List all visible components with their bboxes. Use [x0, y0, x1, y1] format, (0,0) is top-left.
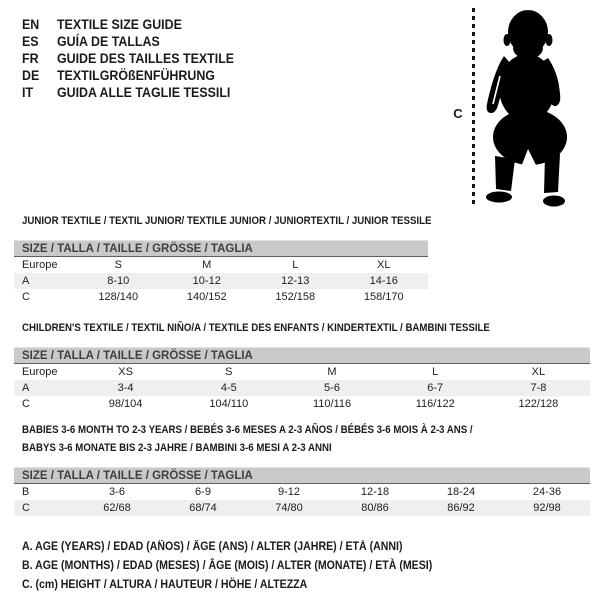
language-title: GUÍA DE TALLAS — [56, 34, 160, 49]
language-row — [22, 84, 234, 101]
value-cell: 18-24 — [446, 486, 476, 498]
value-cell: 6-7 — [427, 382, 444, 394]
babies-size-table — [14, 467, 590, 516]
size-cell: XS — [118, 366, 133, 378]
value-cell: 12-13 — [281, 275, 310, 287]
row-label: B — [22, 486, 30, 498]
children-table-title: CHILDREN'S TEXTILE / TEXTIL NIÑO/A / TEXTILE DES ENFANTS / KINDERTEXTIL / BAMBINI TESSILE — [22, 322, 490, 334]
value-cell: 104/110 — [209, 398, 249, 410]
footnote-line: C. (cm) HEIGHT / ALTURA / HAUTEUR / HÖHE / ALTEZZA — [22, 579, 308, 591]
row-label: C — [22, 398, 30, 410]
language-row — [22, 67, 234, 84]
size-cell: M — [327, 366, 337, 378]
size-cell: L — [432, 366, 439, 378]
table-header: SIZE / TALLA / TAILLE / GRÖSSE / TAGLIA — [14, 347, 590, 364]
value-cell: 68/74 — [189, 502, 217, 514]
table-row — [14, 500, 590, 516]
language-code: DE — [22, 68, 40, 83]
value-cell: 4-5 — [220, 382, 237, 394]
baby-silhouette-icon — [478, 6, 588, 211]
size-cell: M — [202, 259, 212, 271]
junior-table-title: JUNIOR TEXTILE / TEXTIL JUNIOR/ TEXTILE JUNIOR / JUNIORTEXTIL / JUNIOR TESSILE — [22, 215, 432, 227]
height-measure-label: C — [453, 106, 463, 121]
value-cell: 10-12 — [192, 275, 221, 287]
size-cell: XL — [377, 259, 391, 271]
value-cell: 86/92 — [447, 502, 475, 514]
value-cell: 24-36 — [532, 486, 562, 498]
value-cell: 9-12 — [277, 486, 301, 498]
table-row — [14, 273, 428, 289]
row-label: Europe — [22, 259, 58, 271]
row-label: C — [22, 502, 30, 514]
children-size-table — [14, 347, 590, 412]
value-cell: 122/128 — [518, 398, 559, 410]
value-cell: 62/68 — [103, 502, 131, 514]
table-row — [14, 364, 590, 380]
language-code: ES — [22, 34, 39, 49]
value-cell: 80/86 — [361, 502, 389, 514]
row-label: A — [22, 382, 30, 394]
language-row — [22, 33, 234, 50]
babies-table-title: BABIES 3-6 MONTH TO 2-3 YEARS / BEBÉS 3-6 MESES A 2-3 AÑOS / BÉBÉS 3-6 MOIS À 2-3 ANS / BABYS 3-6 MONATE BIS 2-3 JAHRE / BAMBINI 3-6 MESI A 2-3 ANNI — [22, 424, 473, 454]
value-cell: 14-16 — [369, 275, 398, 287]
size-cell: XL — [531, 366, 546, 378]
language-list — [22, 16, 234, 101]
table-header: SIZE / TALLA / TAILLE / GRÖSSE / TAGLIA — [14, 240, 428, 257]
value-cell: 7-8 — [530, 382, 547, 394]
value-cell: 152/158 — [275, 291, 316, 303]
value-cell: 8-10 — [107, 275, 130, 287]
row-label: A — [22, 275, 30, 287]
value-cell: 116/122 — [415, 398, 455, 410]
value-cell: 158/170 — [363, 291, 404, 303]
table-row — [14, 484, 590, 500]
size-cell: L — [292, 259, 299, 271]
size-cell: S — [114, 259, 122, 271]
language-title: GUIDE DES TAILLES TEXTILE — [56, 51, 235, 66]
language-title: GUIDA ALLE TAGLIE TESSILI — [56, 85, 231, 100]
value-cell: 128/140 — [98, 291, 139, 303]
table-header: SIZE / TALLA / TAILLE / GRÖSSE / TAGLIA — [14, 467, 590, 484]
value-cell: 74/80 — [275, 502, 303, 514]
table-row — [14, 380, 590, 396]
table-row — [14, 257, 428, 273]
language-title: TEXTILE SIZE GUIDE — [56, 17, 182, 32]
value-cell: 98/104 — [108, 398, 143, 410]
table-row — [14, 396, 590, 412]
height-dashed-line — [472, 8, 475, 206]
value-cell: 3-6 — [109, 486, 125, 498]
language-code: IT — [22, 85, 34, 100]
value-cell: 5-6 — [324, 382, 340, 394]
row-label: Europe — [22, 366, 58, 378]
size-cell: S — [225, 366, 233, 378]
value-cell: 140/152 — [186, 291, 227, 303]
language-code: FR — [22, 51, 39, 66]
value-cell: 92/98 — [533, 502, 561, 514]
value-cell: 6-9 — [195, 486, 211, 498]
footnote-line: A. AGE (YEARS) / EDAD (AÑOS) / ÂGE (ANS) / ALTER (JAHRE) / ETÀ (ANNI) — [22, 541, 403, 553]
value-cell: 110/116 — [312, 398, 352, 410]
language-title: TEXTILGRÖßENFÜHRUNG — [56, 68, 215, 83]
row-label: C — [22, 291, 30, 303]
value-cell: 3-4 — [117, 382, 134, 394]
language-code: EN — [22, 17, 40, 32]
language-row — [22, 50, 234, 67]
language-row — [22, 16, 234, 33]
junior-size-table — [14, 240, 428, 305]
footnotes — [22, 538, 537, 595]
footnote-line: B. AGE (MONTHS) / EDAD (MESES) / ÂGE (MOIS) / ALTER (MONATE) / ETÀ (MESI) — [22, 560, 433, 572]
value-cell: 12-18 — [360, 486, 390, 498]
table-row — [14, 289, 428, 305]
